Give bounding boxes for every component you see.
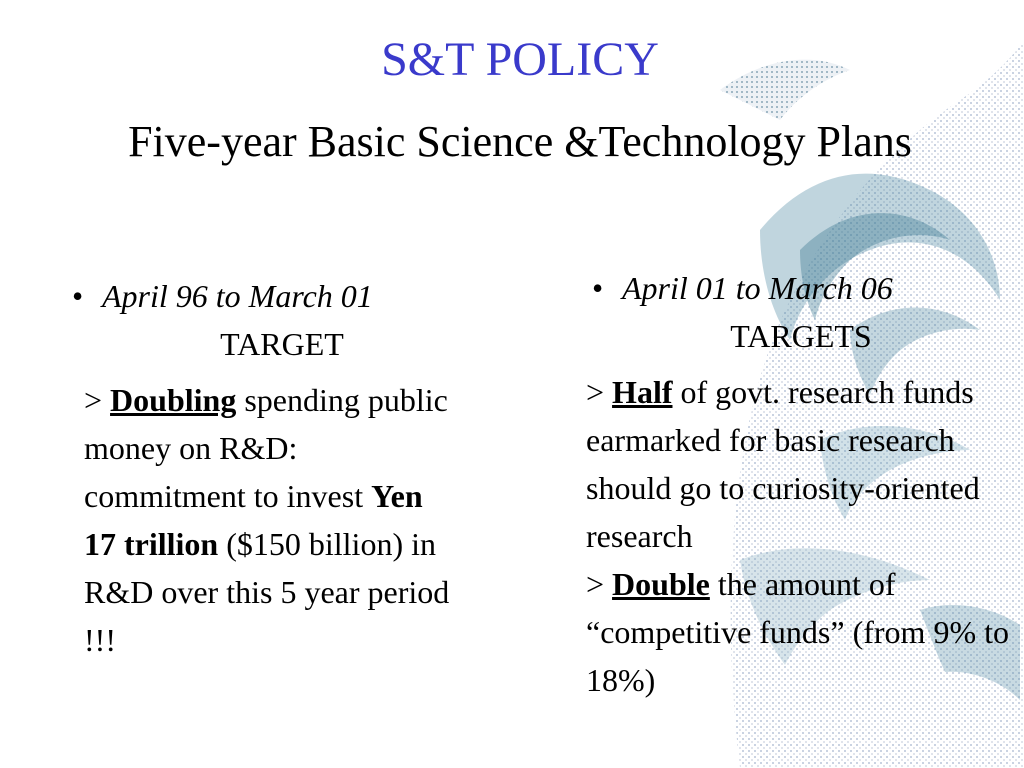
left-bold-amount: Yen 17 trillion <box>84 478 423 562</box>
left-text-1: spending public money on R&D: commitment to invest <box>84 382 448 514</box>
right-bullet <box>592 264 992 360</box>
right-item-2-text: the amount of “competitive funds” (from 9% to 18%) <box>586 566 1009 698</box>
left-emphasis: Doubling <box>110 382 237 418</box>
right-item-2-lead: > <box>586 566 613 602</box>
right-item-1-text: of govt. research funds earmarked for basic research should go to curiosity-oriented research <box>586 374 980 554</box>
left-bullet <box>72 272 462 368</box>
left-text-2: ($150 billion) in R&D over this 5 year period !!! <box>84 526 450 658</box>
right-item-2 <box>586 560 1018 704</box>
left-bullet-heading <box>72 272 462 320</box>
slide-subtitle: Five-year Basic Science &Technology Plans <box>128 117 912 166</box>
right-item-1-lead: > <box>586 374 613 410</box>
left-paragraph <box>84 376 454 664</box>
slide-title: S&T POLICY <box>381 33 659 86</box>
bullet-icon: • <box>592 270 604 306</box>
right-bullet-heading <box>592 264 992 312</box>
bullet-icon: • <box>72 278 84 314</box>
right-body-text <box>586 368 1018 704</box>
left-target-label: TARGET <box>220 326 344 362</box>
right-item-1 <box>586 368 1018 560</box>
right-item-1-emphasis: Half <box>612 374 673 410</box>
right-item-2-emphasis: Double <box>612 566 710 602</box>
left-period-label: April 96 to March 01 <box>102 278 373 314</box>
left-lead-marker: > <box>84 382 111 418</box>
left-body-text <box>84 376 454 664</box>
right-target-label: TARGETS <box>730 318 872 354</box>
right-period-label: April 01 to March 06 <box>622 270 893 306</box>
